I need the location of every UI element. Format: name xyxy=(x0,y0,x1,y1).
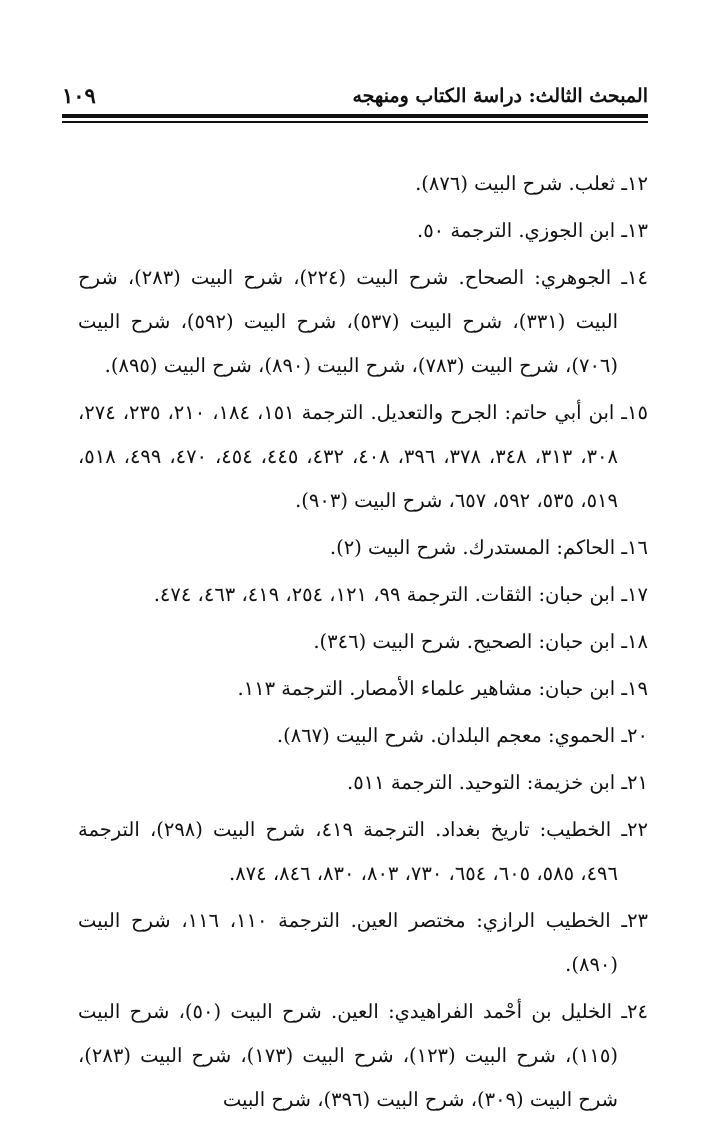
reference-entry-23: ٢٣ـ الخطيب الرازي: مختصر العين. الترجمة ١١٠، ١١٦، شرح البيت (٨٩٠). xyxy=(78,909,649,976)
reference-entry-13: ١٣ـ ابن الجوزي. الترجمة ٥٠. xyxy=(417,219,648,242)
reference-entry-20: ٢٠ـ الحموي: معجم البلدان. شرح البيت (٨٦٧). xyxy=(276,724,648,747)
reference-entry-19: ١٩ـ ابن حبان: مشاهير علماء الأمصار. الترجمة ١١٣. xyxy=(237,677,648,700)
header-rule-thick xyxy=(62,114,648,118)
running-header xyxy=(62,82,648,112)
reference-entry-14: ١٤ـ الجوهري: الصحاح. شرح البيت (٢٢٤)، شرح البيت (٢٨٣)، شرح البيت (٣٣١)، شرح البيت (٥٣٧)، شرح البيت (٥٩٢)، شرح البيت (٧٠٦)، شرح البيت (٧٨٣)، شرح البيت (٨٩٠)، شرح البيت (٨٩٥). xyxy=(78,266,648,377)
reference-entry-18: ١٨ـ ابن حبان: الصحيح. شرح البيت (٣٤٦). xyxy=(313,630,648,653)
reference-entry-12: ١٢ـ ثعلب. شرح البيت (٨٧٦). xyxy=(415,172,648,195)
reference-entry-15: ١٥ـ ابن أبي حاتم: الجرح والتعديل. الترجمة ١٥١، ١٨٤، ٢١٠، ٢٣٥، ٢٧٤، ٣٠٨، ٣١٣، ٣٤٨، ٣٧٨، ٣٩٦، ٤٠٨، ٤٣٢، ٤٤٥، ٤٥٤، ٤٧٠، ٤٩٩، ٥١٨، ٥١٩، ٥٣٥، ٥٩٢، ٦٥٧، شرح البيت (٩٠٣). xyxy=(78,401,648,512)
chapter-title: المبحث الثالث: دراسة الكتاب ومنهجه xyxy=(352,85,648,107)
reference-entry-17: ١٧ـ ابن حبان: الثقات. الترجمة ٩٩، ١٢١، ٢٥٤، ٤١٩، ٤٦٣، ٤٧٤. xyxy=(153,583,648,606)
reference-entry-21: ٢١ـ ابن خزيمة: التوحيد. الترجمة ٥١١. xyxy=(347,771,648,794)
page-number: ١٠٩ xyxy=(62,83,96,108)
reference-list xyxy=(78,162,648,1125)
reference-entry-22: ٢٢ـ الخطيب: تاريخ بغداد. الترجمة ٤١٩، شرح البيت (٢٩٨)، الترجمة ٤٩٦، ٥٨٥، ٦٠٥، ٦٥٤، ٧٣٠، ٨٠٣، ٨٣٠، ٨٤٦، ٨٧٤. xyxy=(78,818,648,885)
header-rule-thin xyxy=(62,121,648,123)
reference-entry-24: ٢٤ـ الخليل بن أحْمد الفراهيدي: العين. شرح البيت (٥٠)، شرح البيت (١١٥)، شرح البيت (١٢٣)، شرح البيت (١٧٣)، شرح البيت (٢٨٣)، شرح البيت (٣٠٩)، شرح البيت (٣٩٦)، شرح البيت xyxy=(78,1000,648,1111)
reference-entry-16: ١٦ـ الحاكم: المستدرك. شرح البيت (٢). xyxy=(329,536,648,559)
